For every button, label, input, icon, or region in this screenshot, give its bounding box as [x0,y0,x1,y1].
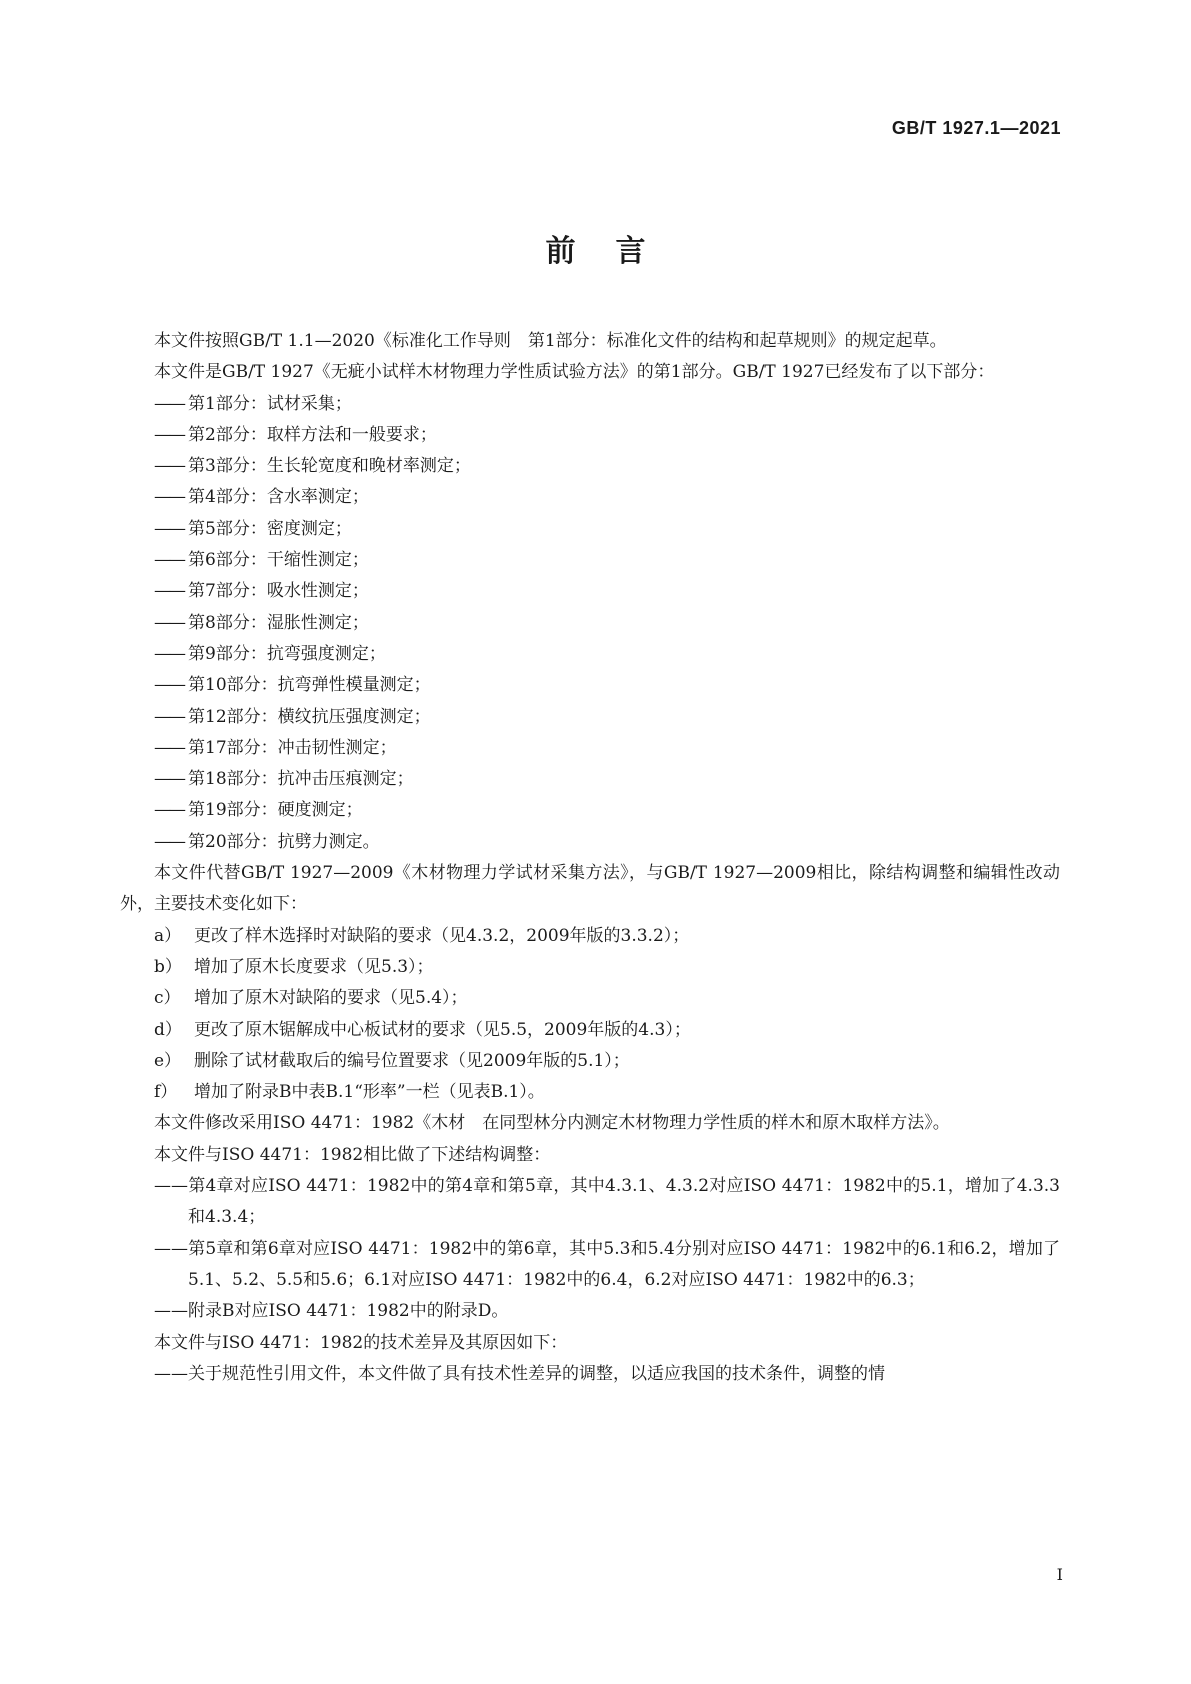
list-item: —— 第3部分：生长轮宽度和晚材率测定； [154,451,1060,482]
list-item: ——第4章对应ISO 4471：1982中的第4章和第5章，其中4.3.1、4.3.2对应ISO 4471：1982中的5.1，增加了4.3.3和4.3.4； [154,1176,1060,1228]
paragraph-structure-intro: 本文件与ISO 4471：1982相比做了下述结构调整： [154,1144,551,1165]
list-item: —— 第19部分：硬度测定； [154,795,1060,826]
dash-mark: —— [154,612,184,633]
parts-list [120,389,1060,858]
changes-list [120,921,1060,1109]
dash-mark: —— [154,1238,188,1259]
list-item: —— 第1部分：试材采集； [154,389,1060,420]
list-item: ——附录B对应ISO 4471：1982中的附录D。 [154,1301,509,1322]
dash-mark: —— [154,737,184,758]
dash-mark: —— [154,831,184,852]
list-item: —— 第20部分：抗劈力测定。 [154,827,1060,858]
dash-mark: —— [154,456,184,477]
dash-mark: —— [154,487,184,508]
dash-mark: —— [154,1363,188,1384]
list-item: —— 第4部分：含水率测定； [154,482,1060,513]
paragraph-drafting-rule: 本文件按照GB/T 1.1—2020《标准化工作导则 第1部分：标准化文件的结构和起草规则》的规定起草。 [154,331,947,351]
paragraph-iso-adoption: 本文件修改采用ISO 4471：1982《木材 在同型林分内测定木材物理力学性质的样木和原木取样方法》。 [154,1113,950,1134]
dash-mark: —— [154,800,184,821]
dash-mark: —— [154,1301,188,1322]
list-item: —— 第12部分：横纹抗压强度测定； [154,702,1060,733]
list-item: e） 删除了试材截取后的编号位置要求（见2009年版的5.1）； [154,1050,630,1071]
dash-mark: —— [154,393,184,414]
paragraph-series-intro: 本文件是GB/T 1927《无疵小试样木材物理力学性质试验方法》的第1部分。GB/T 1927已经发布了以下部分： [154,362,995,383]
list-item: ——关于规范性引用文件，本文件做了具有技术性差异的调整，以适应我国的技术条件，调整的情 [154,1363,885,1384]
dash-mark: —— [154,581,184,602]
dash-mark: —— [154,769,184,790]
paragraph-tech-diff-intro: 本文件与ISO 4471：1982的技术差异及其原因如下： [154,1332,568,1353]
dash-mark: —— [154,706,184,727]
list-item: f） 增加了附录B中表B.1“形率”一栏（见表B.1）。 [154,1082,545,1103]
list-item: —— 第7部分：吸水性测定； [154,576,1060,607]
list-item: c） 增加了原木对缺陷的要求（见5.4）； [154,988,468,1009]
paragraph-replacement: 本文件代替GB/T 1927—2009《木材物理力学试材采集方法》，与GB/T 1927—2009相比，除结构调整和编辑性改动外，主要技术变化如下： [120,863,1060,915]
list-item: —— 第5部分：密度测定； [154,514,1060,545]
list-item: —— 第6部分：干缩性测定； [154,545,1060,576]
foreword-body [120,326,1060,1390]
list-item: —— 第10部分：抗弯弹性模量测定； [154,670,1060,701]
dash-mark: —— [154,1176,188,1197]
list-item: d） 更改了原木锯解成中心板试材的要求（见5.5，2009年版的4.3）； [154,1019,691,1040]
list-item: —— 第8部分：湿胀性测定； [154,608,1060,639]
dash-mark: —— [154,424,184,445]
list-item: b） 增加了原木长度要求（见5.3）； [154,956,434,977]
structure-list [120,1171,1060,1327]
dash-mark: —— [154,550,184,571]
list-item: a） 更改了样木选择时对缺陷的要求（见4.3.2，2009年版的3.3.2）； [154,925,690,946]
dash-mark: —— [154,518,184,539]
list-item: —— 第17部分：冲击韧性测定； [154,733,1060,764]
list-item: —— 第2部分：取样方法和一般要求； [154,420,1060,451]
page-number: I [1056,1565,1063,1584]
list-item: —— 第18部分：抗冲击压痕测定； [154,764,1060,795]
dash-mark: —— [154,675,184,696]
dash-mark: —— [154,643,184,664]
list-item: ——第5章和第6章对应ISO 4471：1982中的第6章，其中5.3和5.4分别对应ISO 4471：1982中的6.1和6.2，增加了5.1、5.2、5.5和5.6；6.1对应ISO 4471：1982中的6.4，6.2对应ISO 4471：1982中的6.3； [154,1238,1060,1290]
standard-code: GB/T 1927.1—2021 [891,118,1061,138]
page-title: 前言 [545,234,686,269]
list-item: —— 第9部分：抗弯强度测定； [154,639,1060,670]
